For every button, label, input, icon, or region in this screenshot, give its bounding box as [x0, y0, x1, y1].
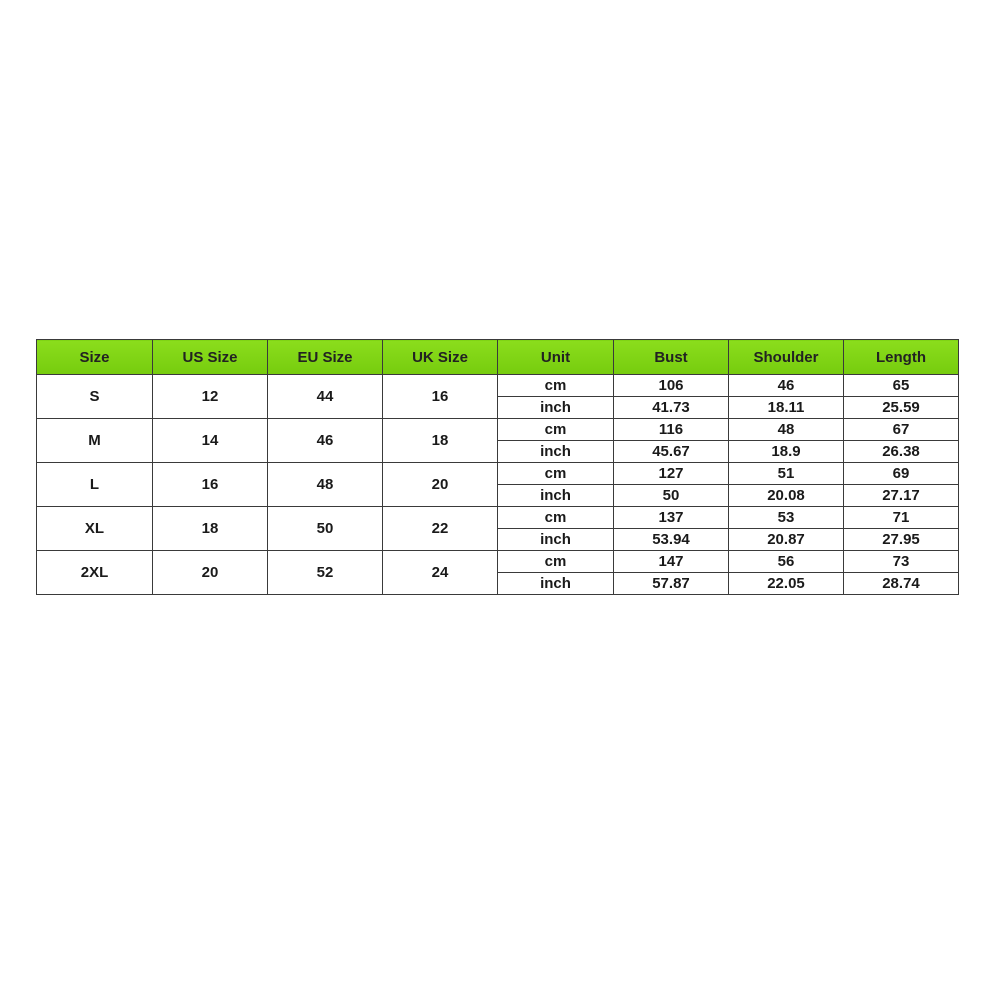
unit-cell: cm	[498, 419, 614, 441]
shoulder-cell: 46	[729, 375, 844, 397]
unit-cell: inch	[498, 397, 614, 419]
shoulder-cell: 56	[729, 551, 844, 573]
table-row	[37, 419, 959, 441]
eu-size-cell: 44	[268, 375, 383, 419]
bust-cell: 137	[614, 507, 729, 529]
uk-size-cell: 16	[383, 375, 498, 419]
table-row	[37, 375, 959, 397]
bust-cell: 116	[614, 419, 729, 441]
bust-cell: 57.87	[614, 573, 729, 595]
length-cell: 26.38	[844, 441, 959, 463]
bust-cell: 41.73	[614, 397, 729, 419]
uk-size-cell: 22	[383, 507, 498, 551]
length-cell: 27.95	[844, 529, 959, 551]
size-cell: 2XL	[37, 551, 153, 595]
shoulder-cell: 48	[729, 419, 844, 441]
header-uk-size: UK Size	[383, 340, 498, 375]
header-size: Size	[37, 340, 153, 375]
bust-cell: 50	[614, 485, 729, 507]
length-cell: 28.74	[844, 573, 959, 595]
bust-cell: 53.94	[614, 529, 729, 551]
bust-cell: 106	[614, 375, 729, 397]
shoulder-cell: 20.87	[729, 529, 844, 551]
length-cell: 27.17	[844, 485, 959, 507]
length-cell: 65	[844, 375, 959, 397]
uk-size-cell: 18	[383, 419, 498, 463]
header-shoulder: Shoulder	[729, 340, 844, 375]
us-size-cell: 14	[153, 419, 268, 463]
unit-cell: inch	[498, 441, 614, 463]
header-row	[37, 340, 959, 375]
shoulder-cell: 22.05	[729, 573, 844, 595]
bust-cell: 127	[614, 463, 729, 485]
header-eu-size: EU Size	[268, 340, 383, 375]
unit-cell: cm	[498, 463, 614, 485]
size-cell: M	[37, 419, 153, 463]
unit-cell: inch	[498, 485, 614, 507]
length-cell: 71	[844, 507, 959, 529]
unit-cell: inch	[498, 529, 614, 551]
size-cell: XL	[37, 507, 153, 551]
length-cell: 67	[844, 419, 959, 441]
bust-cell: 147	[614, 551, 729, 573]
unit-cell: cm	[498, 507, 614, 529]
unit-cell: inch	[498, 573, 614, 595]
table-row	[37, 463, 959, 485]
eu-size-cell: 48	[268, 463, 383, 507]
size-chart-table	[36, 339, 959, 595]
shoulder-cell: 18.11	[729, 397, 844, 419]
shoulder-cell: 18.9	[729, 441, 844, 463]
table-row	[37, 507, 959, 529]
size-cell: S	[37, 375, 153, 419]
shoulder-cell: 53	[729, 507, 844, 529]
shoulder-cell: 51	[729, 463, 844, 485]
header-us-size: US Size	[153, 340, 268, 375]
length-cell: 73	[844, 551, 959, 573]
length-cell: 25.59	[844, 397, 959, 419]
us-size-cell: 16	[153, 463, 268, 507]
table-body	[37, 375, 959, 595]
eu-size-cell: 46	[268, 419, 383, 463]
length-cell: 69	[844, 463, 959, 485]
uk-size-cell: 24	[383, 551, 498, 595]
size-cell: L	[37, 463, 153, 507]
eu-size-cell: 52	[268, 551, 383, 595]
shoulder-cell: 20.08	[729, 485, 844, 507]
table-row	[37, 551, 959, 573]
uk-size-cell: 20	[383, 463, 498, 507]
table-header	[37, 340, 959, 375]
unit-cell: cm	[498, 375, 614, 397]
eu-size-cell: 50	[268, 507, 383, 551]
us-size-cell: 20	[153, 551, 268, 595]
us-size-cell: 12	[153, 375, 268, 419]
bust-cell: 45.67	[614, 441, 729, 463]
header-bust: Bust	[614, 340, 729, 375]
header-unit: Unit	[498, 340, 614, 375]
us-size-cell: 18	[153, 507, 268, 551]
unit-cell: cm	[498, 551, 614, 573]
header-length: Length	[844, 340, 959, 375]
